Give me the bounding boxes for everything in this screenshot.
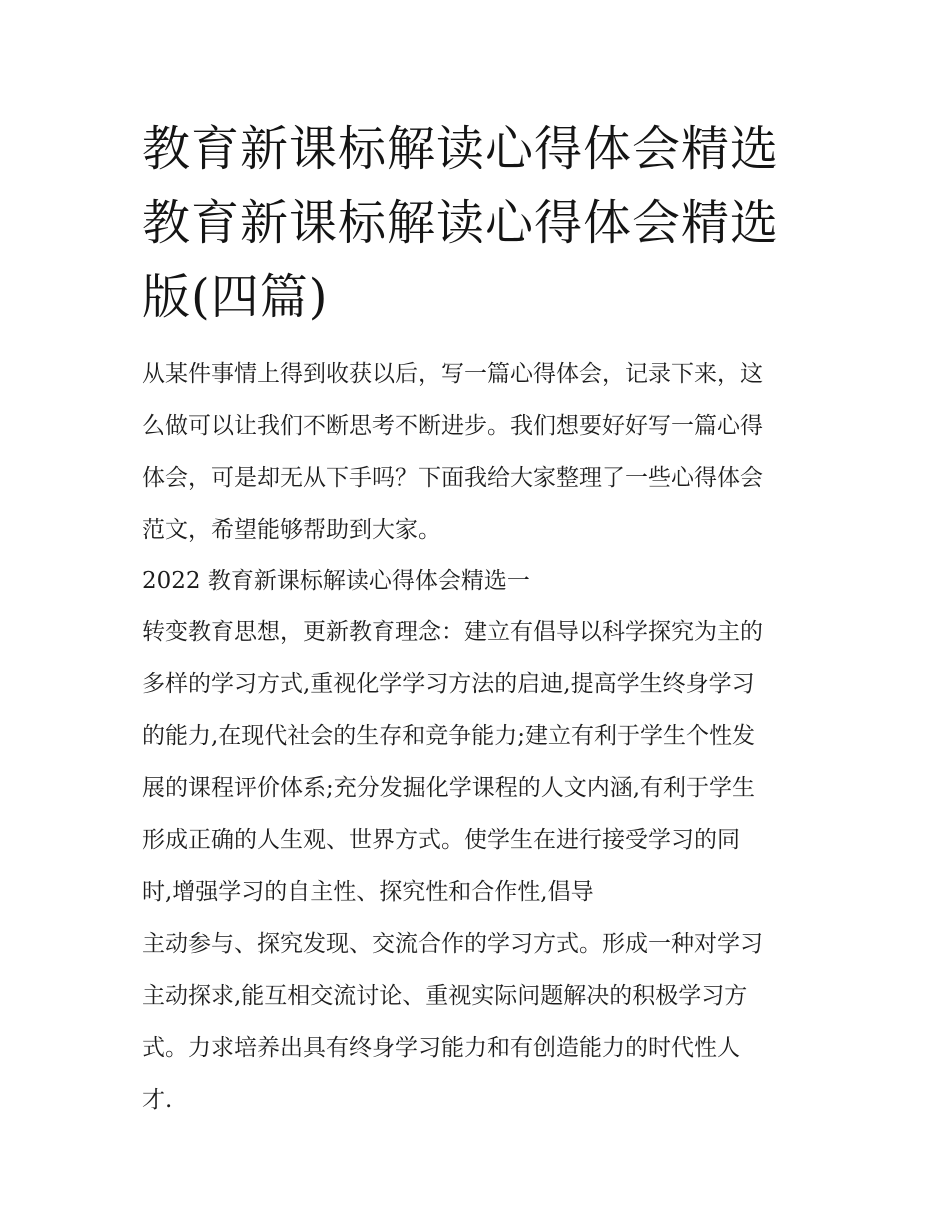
section-line-5: 形成正确的人生观、世界方式。使学生在进行接受学习的同: [142, 827, 740, 853]
section-heading: 2022 教育新课标解读心得体会精选一: [142, 568, 530, 594]
section-line-1: 转变教育思想，更新教育理念：建立有倡导以科学探究为主的: [142, 619, 763, 645]
section-line-7: 主动参与、探究发现、交流合作的学习方式。形成一种对学习: [142, 931, 763, 957]
section-line-6: 时,增强学习的自主性、探究性和合作性,倡导: [142, 879, 594, 905]
section-line-10: 才.: [142, 1087, 173, 1113]
title-line-1: 教育新课标解读心得体会精选: [142, 121, 780, 177]
title-line-2: 教育新课标解读心得体会精选: [142, 195, 780, 251]
intro-line-4: 范文，希望能够帮助到大家。: [142, 517, 441, 543]
document-title: [142, 112, 814, 334]
title-line-3: 版(四篇): [142, 269, 329, 325]
intro-paragraph: [142, 348, 814, 556]
section-line-8: 主动探求,能互相交流讨论、重视实际问题解决的积极学习方: [142, 983, 748, 1009]
document-page: [142, 112, 814, 1126]
section-paragraph: [142, 606, 814, 1126]
section-line-9: 式。力求培养出具有终身学习能力和有创造能力的时代性人: [142, 1035, 740, 1061]
intro-line-1: 从某件事情上得到收获以后，写一篇心得体会，记录下来，这: [142, 361, 763, 387]
intro-line-2: 么做可以让我们不断思考不断进步。我们想要好好写一篇心得: [142, 413, 763, 439]
intro-line-3: 体会，可是却无从下手吗？下面我给大家整理了一些心得体会: [142, 465, 763, 491]
section-line-3: 的能力,在现代社会的生存和竞争能力;建立有利于学生个性发: [142, 723, 756, 749]
section-line-2: 多样的学习方式,重视化学学习方法的启迪,提高学生终身学习: [142, 671, 755, 697]
section-line-4: 展的课程评价体系;充分发掘化学课程的人文内涵,有利于学生: [142, 775, 756, 801]
